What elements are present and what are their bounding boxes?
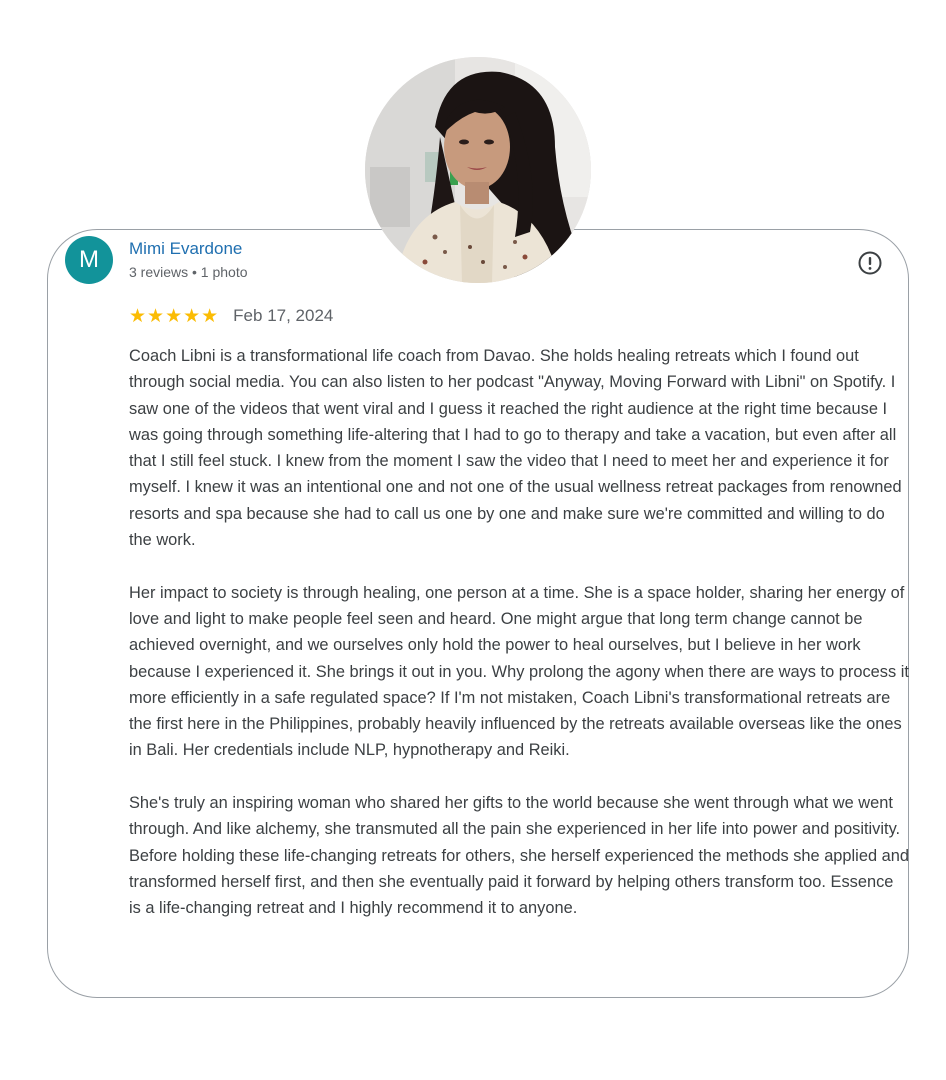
review-paragraph: Her impact to society is through healing, one person at a time. She is a space holder, sharing her energy of love and light to make people feel seen and heard. One might argue that long term change cannot be achieved overnight, and we ourselves only hold the power to heal ourselves, but I believe in her work because I experienced it. She brings it out in you. Why prolong the agony when there are ways to process it more efficiently in a safe regulated space? If I'm not mistaken, Coach Libni's transformational retreats are the first here in the Philippines, probably heavily influenced by the retreats available overseas like the ones in Bali. Her credentials include NLP, hypnotherapy and Reiki.: [129, 583, 909, 760]
profile-photo-image: [365, 57, 591, 283]
star-rating: ★★★★★: [129, 305, 220, 327]
review-text: [129, 343, 909, 922]
review-date: Feb 17, 2024: [233, 306, 334, 325]
profile-photo: [365, 57, 591, 283]
reviewer-avatar[interactable]: M: [65, 236, 113, 284]
report-flag-icon[interactable]: [857, 250, 883, 276]
reviewer-name-link[interactable]: Mimi Evardone: [129, 239, 243, 258]
review-paragraph: She's truly an inspiring woman who shared her gifts to the world because she went through what we went through. And like alchemy, she transmuted all the pain she experienced in her life into power and positivity. Before holding these life-changing retreats for others, she herself experienced the methods she applied and transformed herself first, and then she eventually paid it forward by helping others transform too. Essence is a life-changing retreat and I highly recommend it to anyone.: [129, 794, 909, 918]
reviewer-meta: 3 reviews • 1 photo: [129, 264, 248, 280]
rating-row: [129, 305, 333, 327]
review-paragraph: Coach Libni is a transformational life coach from Davao. She holds healing retreats which I found out through social media. You can also listen to her podcast "Anyway, Moving Forward with Libni" on Spotify. I saw one of the videos that went viral and I guess it reached the right audience at the right time because I was going through something life-altering that I had to go to therapy and take a vacation, but even after all that I still feel stuck. I knew from the moment I saw the video that I need to meet her and experience it for myself. I knew it was an intentional one and not one of the usual wellness retreat packages from renowned resorts and spa because she had to call us one by one and make sure we're committed and willing to do the work.: [129, 347, 902, 550]
